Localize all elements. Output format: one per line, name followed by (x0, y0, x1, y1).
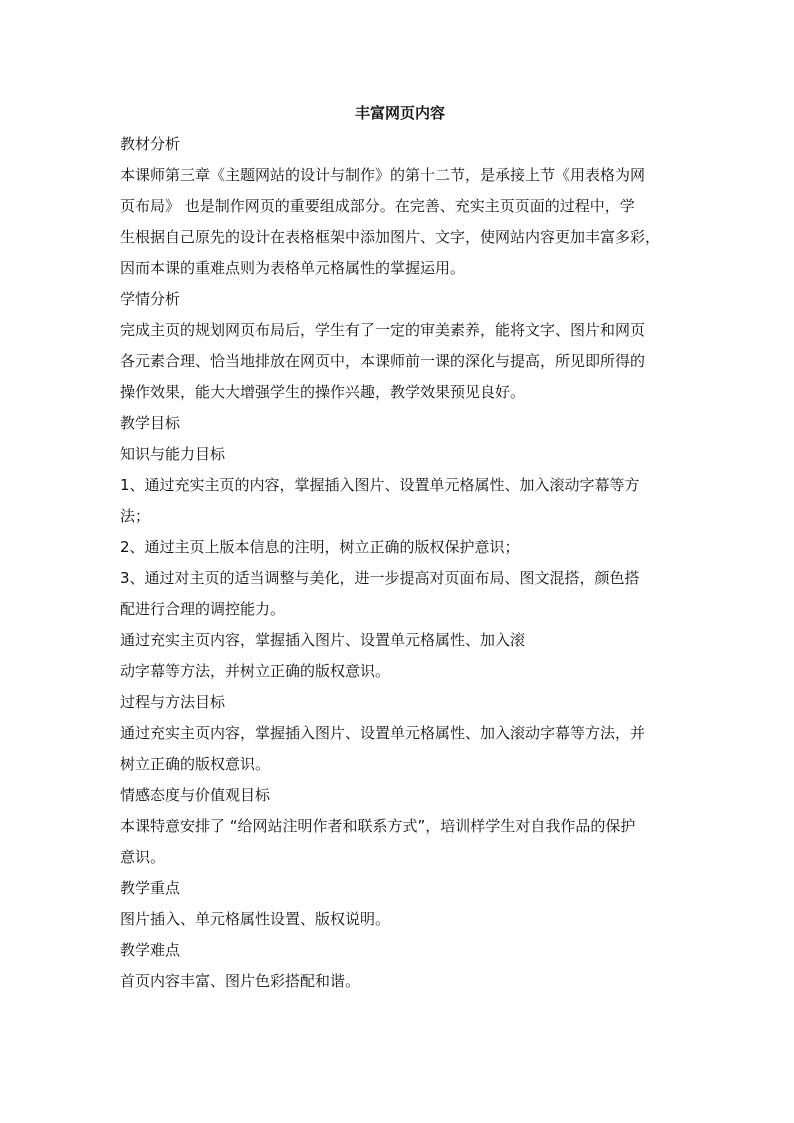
document-body (120, 98, 680, 997)
paragraph-line: 因而本课的重难点则为表格单元格属性的掌握运用。 (120, 259, 466, 277)
section-heading-difficult-points: 教学难点 (120, 941, 181, 959)
subheading-knowledge-ability: 知识与能力目标 (120, 445, 226, 463)
subheading-process-method: 过程与方法目标 (120, 693, 226, 711)
section-heading-teaching-goals: 教学目标 (120, 414, 181, 432)
subheading-emotion-values: 情感态度与价值观目标 (120, 786, 271, 804)
paragraph-line: 通过充实主页内容，掌握插入图片、设置单元格属性、加入滚 (120, 631, 526, 649)
paragraph-line: 图片插入、单元格属性设置、版权说明。 (120, 910, 391, 928)
section-heading-key-points: 教学重点 (120, 879, 181, 897)
section-heading-textbook-analysis: 教材分析 (120, 135, 181, 153)
paragraph-line: 操作效果，能大大增强学生的操作兴趣，教学效果预见良好。 (120, 383, 526, 401)
list-item-line: 配进行合理的调控能力。 (120, 600, 286, 618)
list-item-line: 3、通过对主页的适当调整与美化，进一步提高对页面布局、图文混搭，颜色搭 (120, 569, 640, 587)
paragraph-line: 本课师第三章《主题网站的设计与制作》的第十二节，是承接上节《用表格为网 (120, 166, 646, 184)
paragraph-line: 动字幕等方法，并树立正确的版权意识。 (120, 662, 391, 680)
paragraph-line: 意识。 (120, 848, 166, 866)
paragraph-line: 生根据自己原先的设计在表格框架中添加图片、文字，使网站内容更加丰富多彩， (120, 228, 661, 246)
paragraph-line: 页布局》 也是制作网页的重要组成部分。在完善、充实主页页面的过程中，学 (120, 197, 635, 215)
paragraph-line: 完成主页的规划网页布局后，学生有了一定的审美素养，能将文字、图片和网页 (120, 321, 646, 339)
list-item-line: 法； (120, 507, 151, 525)
paragraph-line: 通过充实主页内容，掌握插入图片、设置单元格属性、加入滚动字幕等方法，并 (120, 724, 646, 742)
list-item-line: 2、通过主页上版本信息的注明，树立正确的版权保护意识； (120, 538, 520, 556)
paragraph-line: 各元素合理、恰当地排放在网页中，本课师前一课的深化与提高，所见即所得的 (120, 352, 646, 370)
section-heading-student-analysis: 学情分析 (120, 290, 181, 308)
document-title: 丰富网页内容 (354, 104, 445, 122)
paragraph-line: 首页内容丰富、图片色彩搭配和谐。 (120, 972, 361, 990)
paragraph-line: 本课特意安排了 “给网站注明作者和联系方式”，培训样学生对自我作品的保护 (120, 817, 636, 835)
paragraph-line: 树立正确的版权意识。 (120, 755, 271, 773)
list-item-line: 1、通过充实主页的内容，掌握插入图片、设置单元格属性、加入滚动字幕等方 (120, 476, 640, 494)
